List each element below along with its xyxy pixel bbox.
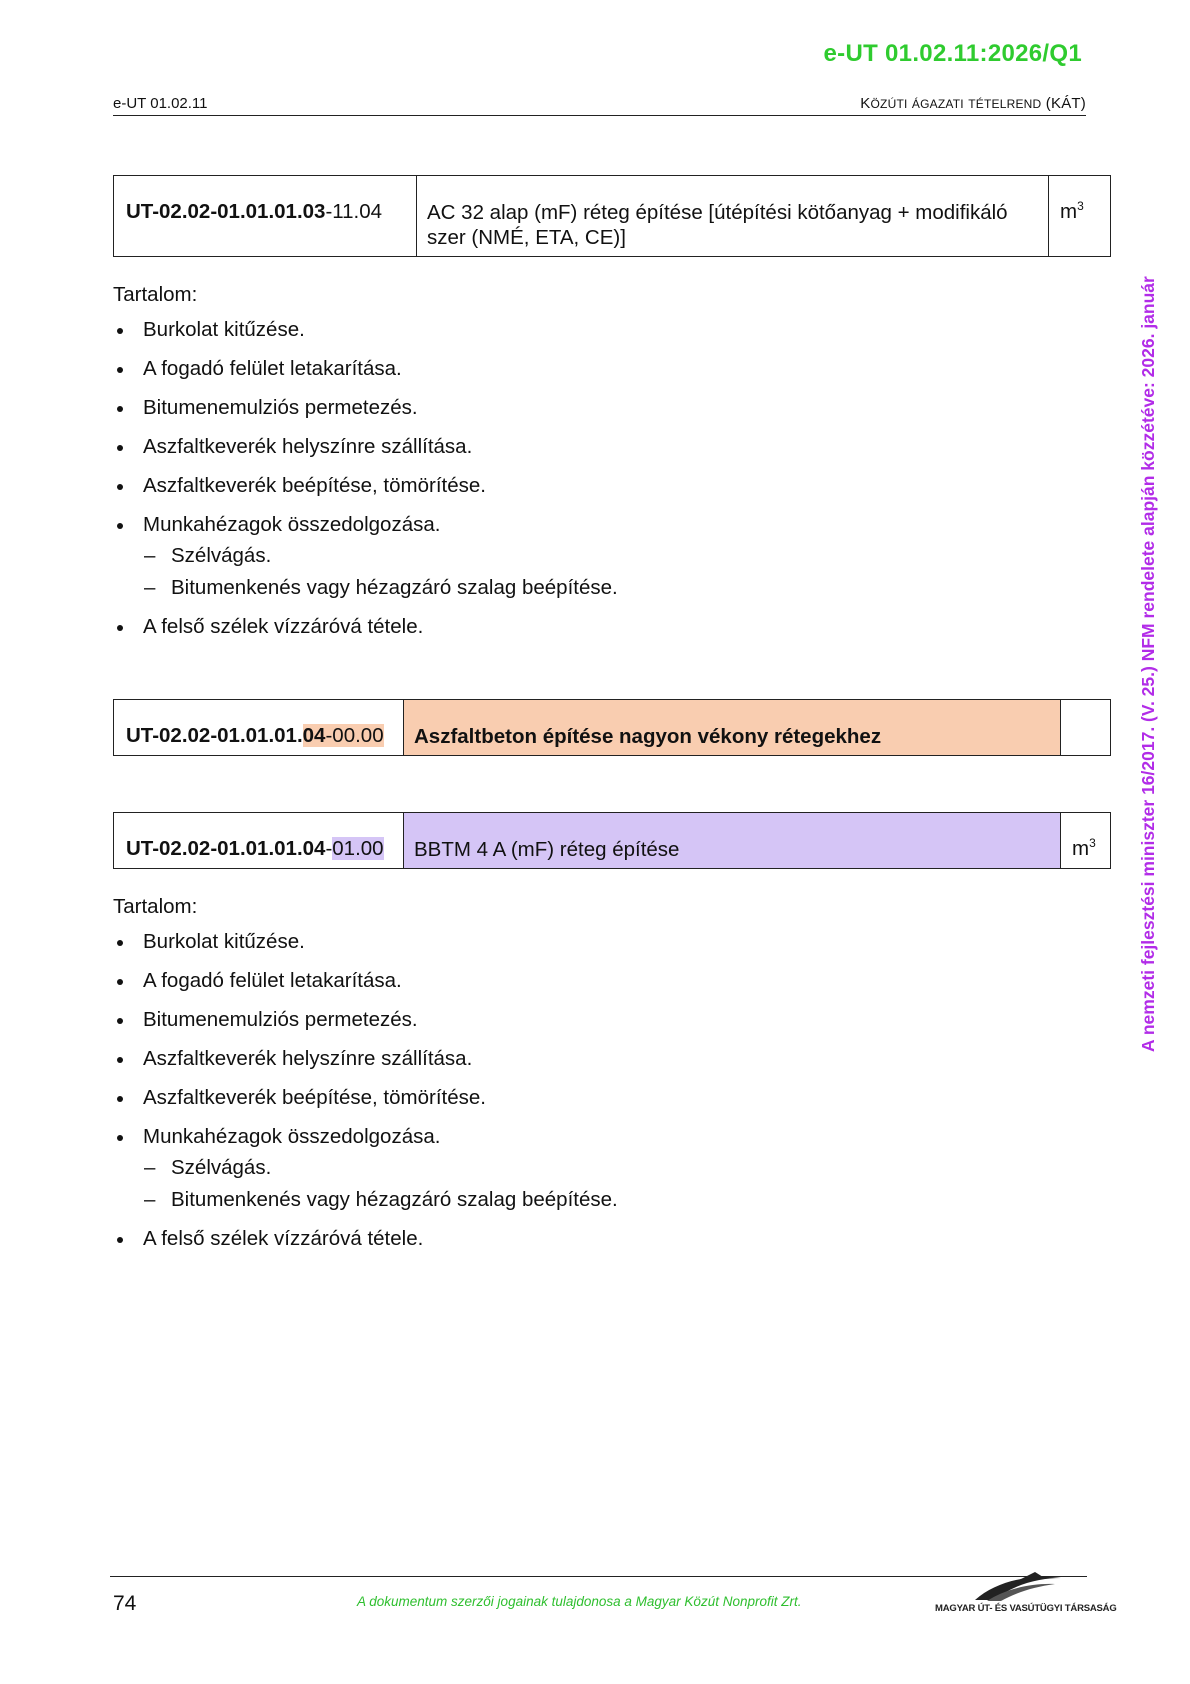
- list-item: Burkolat kitűzése.: [113, 317, 1013, 342]
- sub-list-item: – Bitumenkenés vagy hézagzáró szalag beépítése.: [143, 575, 1013, 600]
- sub-list: [143, 543, 1013, 600]
- sub-list-item: – Szélvágás.: [143, 543, 1013, 568]
- list-item: Burkolat kitűzése.: [113, 929, 1013, 954]
- content-list: [113, 317, 1013, 639]
- content-list: [113, 929, 1013, 1251]
- list-item: A felső szélek vízzáróvá tétele.: [113, 1226, 1013, 1251]
- item-table-1: [113, 175, 1111, 257]
- content-block-1: [113, 283, 1013, 653]
- item-description: Aszfaltbeton építése nagyon vékony rétegekhez: [404, 700, 1061, 756]
- list-item: A fogadó felület letakarítása.: [113, 356, 1013, 381]
- sub-list: [143, 1155, 1013, 1212]
- header-rule: [113, 115, 1086, 116]
- list-item: Munkahézagok összedolgozása. – Szélvágás. – Bitumenkenés vagy hézagzáró szalag beépítése.: [113, 512, 1013, 600]
- list-item: Aszfaltkeverék helyszínre szállítása.: [113, 1046, 1013, 1071]
- content-block-3: [113, 895, 1013, 1265]
- list-item: Aszfaltkeverék helyszínre szállítása.: [113, 434, 1013, 459]
- list-item: Munkahézagok összedolgozása. – Szélvágás. – Bitumenkenés vagy hézagzáró szalag beépítése.: [113, 1124, 1013, 1212]
- item-table-2: [113, 699, 1111, 756]
- list-item: A felső szélek vízzáróvá tétele.: [113, 614, 1013, 639]
- item-unit: [1061, 700, 1111, 756]
- list-item: Aszfaltkeverék beépítése, tömörítése.: [113, 473, 1013, 498]
- list-item: A fogadó felület letakarítása.: [113, 968, 1013, 993]
- list-item: Bitumenemulziós permetezés.: [113, 395, 1013, 420]
- list-item: Aszfaltkeverék beépítése, tömörítése.: [113, 1085, 1013, 1110]
- item-code: UT-02.02-01.01.01.04-00.00: [114, 700, 404, 756]
- footer-copyright-note: A dokumentum szerzői jogainak tulajdonosa a Magyar Közút Nonprofit Zrt.: [357, 1594, 802, 1609]
- header-right: KÖZÚTI ÁGAZATI TÉTELREND (KÁT): [860, 95, 1086, 112]
- content-title: Tartalom:: [113, 283, 198, 306]
- item-unit: $m^3$: [1061, 813, 1111, 869]
- content-title: Tartalom:: [113, 895, 198, 918]
- organization-logo: MAGYAR ÚT- ÉS VASÚTÜGYI TÁRSASÁG: [935, 1570, 1087, 1620]
- list-item: Bitumenemulziós permetezés.: [113, 1007, 1013, 1032]
- header-left: e-UT 01.02.11: [113, 95, 208, 112]
- item-description: AC 32 alap (mF) réteg építése [útépítési kötőanyag + modifikáló szer (NMÉ, ETA, CE)]: [417, 176, 1049, 257]
- sub-list-item: – Bitumenkenés vagy hézagzáró szalag beépítése.: [143, 1187, 1013, 1212]
- side-publication-note: A nemzeti fejlesztési miniszter 16/2017. (V. 25.) NFM rendelete alapján közzétéve: 2026. január: [1138, 276, 1158, 1052]
- document-id: e-UT 01.02.11:2026/Q1: [823, 40, 1082, 67]
- item-unit: $m^3$: [1049, 176, 1111, 257]
- item-description: BBTM 4 A (mF) réteg építése: [404, 813, 1061, 869]
- item-table-3: [113, 812, 1111, 869]
- page-number: 74: [113, 1592, 137, 1615]
- sub-list-item: – Szélvágás.: [143, 1155, 1013, 1180]
- logo-swoosh-icon: [935, 1570, 1087, 1604]
- item-code: UT-02.02-01.01.01.04-01.00: [114, 813, 404, 869]
- item-code: UT-02.02-01.01.01.03-11.04: [114, 176, 417, 257]
